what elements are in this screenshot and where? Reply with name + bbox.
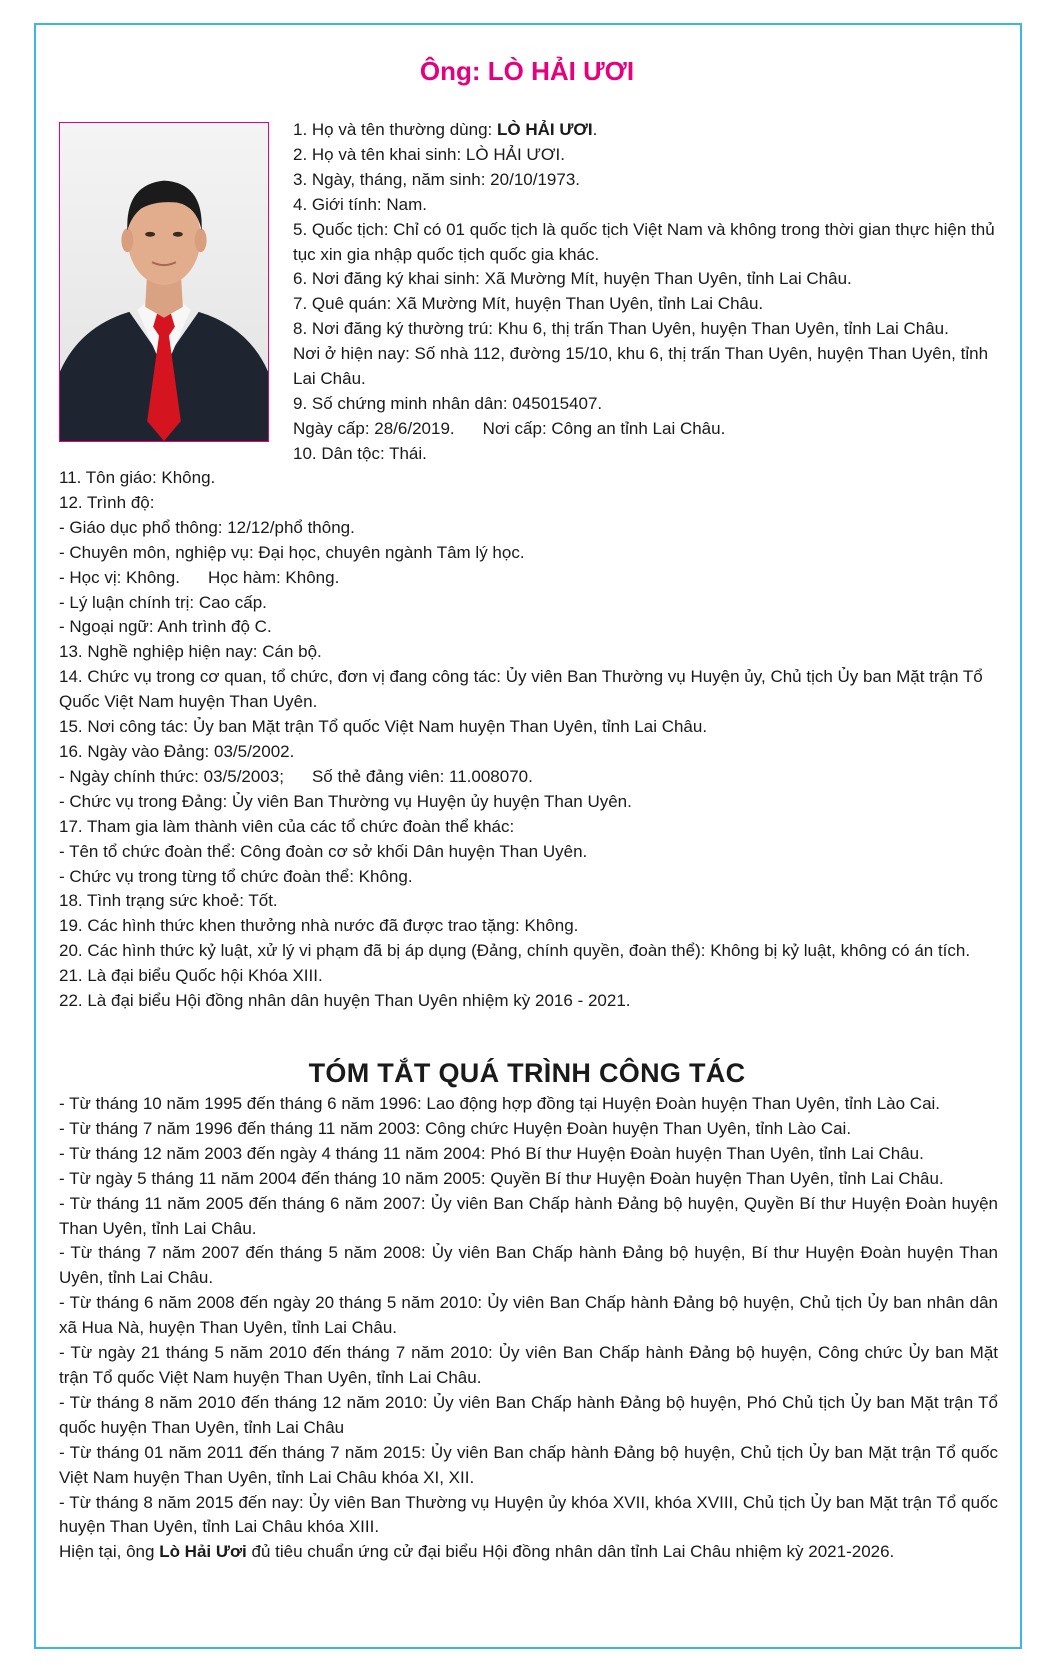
career-item: - Từ tháng 12 năm 2003 đến ngày 4 tháng 11 năm 2004: Phó Bí thư Huyện Đoàn huyện Than Uyên, tỉnh Lai Châu. — [59, 1143, 924, 1163]
info-line: 2. Họ và tên khai sinh: LÒ HẢI ƯƠI. — [293, 144, 565, 164]
info-line: - Ngày chính thức: 03/5/2003; Số thẻ đảng viên: 11.008070. — [59, 766, 533, 786]
portrait-photo — [59, 122, 269, 442]
info-line: - Lý luận chính trị: Cao cấp. — [59, 592, 267, 612]
info-line: 11. Tôn giáo: Không. — [59, 468, 216, 487]
info-line: 6. Nơi đăng ký khai sinh: Xã Mường Mít, huyện Than Uyên, tỉnh Lai Châu. — [293, 269, 852, 289]
info-line: 18. Tình trạng sức khoẻ: Tốt. — [59, 891, 278, 911]
info-line: 5. Quốc tịch: Chỉ có 01 quốc tịch là quốc tịch Việt Nam và không trong thời gian thực hiện thủ tục xin gia nhập quốc tịch quốc gia khác. — [293, 219, 995, 264]
info-line: - Tên tổ chức đoàn thể: Công đoàn cơ sở khối Dân huyện Than Uyên. — [59, 841, 588, 861]
career-item: - Từ tháng 7 năm 2007 đến tháng 5 năm 2008: Ủy viên Ban Chấp hành Đảng bộ huyện, Bí thư Huyện Đoàn huyện Than Uyên, tỉnh Lai Châu. — [59, 1243, 998, 1288]
career-item: - Từ ngày 21 tháng 5 năm 2010 đến tháng 7 năm 2010: Ủy viên Ban Chấp hành Đảng bộ huyện, Công chức Ủy ban Mặt trận Tổ quốc Việt Nam huyện Than Uyên, tỉnh Lai Châu. — [59, 1343, 998, 1387]
career-item: - Từ tháng 11 năm 2005 đến tháng 6 năm 2007: Ủy viên Ban Chấp hành Đảng bộ huyện, Quyền Bí thư Huyện Đoàn huyện Than Uyên, tỉnh Lai Châu. — [59, 1193, 998, 1238]
info-line: 19. Các hình thức khen thưởng nhà nước đã được trao tặng: Không. — [59, 916, 579, 936]
info-line: 14. Chức vụ trong cơ quan, tổ chức, đơn vị đang công tác: Ủy viên Ban Thường vụ Huyện ủy, Chủ tịch Ủy ban Mặt trận Tổ Quốc Việt Nam huyện Than Uyên. — [59, 667, 983, 712]
info-line: - Ngoại ngữ: Anh trình độ C. — [59, 617, 272, 637]
career-item: Hiện tại, ông Lò Hải Ươi đủ tiêu chuẩn ứng cử đại biểu Hội đồng nhân dân tỉnh Lai Châu nhiệm kỳ 2021-2026. — [59, 1542, 895, 1562]
info-line: - Chức vụ trong từng tổ chức đoàn thể: Không. — [59, 866, 413, 886]
candidate-title: Ông: LÒ HẢI ƯƠI — [419, 56, 635, 86]
info-line: - Chức vụ trong Đảng: Ủy viên Ban Thường vụ Huyện ủy huyện Than Uyên. — [59, 791, 632, 811]
info-line: 13. Nghề nghiệp hiện nay: Cán bộ. — [59, 642, 322, 662]
career-item: - Từ tháng 7 năm 1996 đến tháng 11 năm 2003: Công chức Huyện Đoàn huyện Than Uyên, tỉnh Lào Cai. — [59, 1118, 852, 1138]
info-line: 3. Ngày, tháng, năm sinh: 20/10/1973. — [293, 169, 580, 189]
info-line: 8. Nơi đăng ký thường trú: Khu 6, thị trấn Than Uyên, huyện Than Uyên, tỉnh Lai Châu. — [293, 319, 949, 339]
career-item: - Từ tháng 6 năm 2008 đến ngày 20 tháng 5 năm 2010: Ủy viên Ban Chấp hành Đảng bộ huyện, Chủ tịch Ủy ban nhân dân xã Hua Nà, huyện Than Uyên, tỉnh Lai Châu. — [59, 1293, 998, 1338]
info-line: 21. Là đại biểu Quốc hội Khóa XIII. — [59, 966, 323, 986]
info-line: - Học vị: Không. Học hàm: Không. — [59, 567, 340, 587]
career-summary — [59, 1092, 998, 1565]
career-item: - Từ tháng 8 năm 2015 đến nay: Ủy viên Ban Thường vụ Huyện ủy khóa XVII, khóa XVIII, Chủ tịch Ủy ban Mặt trận Tổ quốc huyện Than Uyên, tỉnh Lai Châu khóa XIII. — [59, 1492, 998, 1537]
info-line: Ngày cấp: 28/6/2019. Nơi cấp: Công an tỉnh Lai Châu. — [293, 418, 726, 438]
info-line: - Giáo dục phổ thông: 12/12/phổ thông. — [59, 517, 355, 537]
career-item: - Từ tháng 01 năm 2011 đến tháng 7 năm 2015: Ủy viên Ban chấp hành Đảng bộ huyện, Chủ tịch Ủy ban Mặt trận Tổ quốc Việt Nam huyện Than Uyên, tỉnh Lai Châu khóa XI, XII. — [59, 1442, 998, 1487]
info-line: 22. Là đại biểu Hội đồng nhân dân huyện Than Uyên nhiệm kỳ 2016 - 2021. — [59, 991, 631, 1011]
info-line: 1. Họ và tên thường dùng: LÒ HẢI ƯƠI. — [293, 120, 598, 139]
info-line: 4. Giới tính: Nam. — [293, 194, 427, 214]
info-line: 15. Nơi công tác: Ủy ban Mặt trận Tổ quốc Việt Nam huyện Than Uyên, tỉnh Lai Châu. — [59, 717, 708, 737]
info-line: 20. Các hình thức kỷ luật, xử lý vi phạm đã bị áp dụng (Đảng, chính quyền, đoàn thể): Không bị kỷ luật, không có án tích. — [59, 941, 971, 961]
personal-info-details — [59, 466, 998, 1014]
info-line: 7. Quê quán: Xã Mường Mít, huyện Than Uyên, tỉnh Lai Châu. — [293, 294, 764, 314]
career-section-title: TÓM TẮT QUÁ TRÌNH CÔNG TÁC — [308, 1058, 746, 1088]
info-line: 12. Trình độ: — [59, 492, 155, 512]
career-item: - Từ ngày 5 tháng 11 năm 2004 đến tháng 10 năm 2005: Quyền Bí thư Huyện Đoàn huyện Than Uyên, tỉnh Lai Châu. — [59, 1168, 944, 1188]
career-item: - Từ tháng 10 năm 1995 đến tháng 6 năm 1996: Lao động hợp đồng tại Huyện Đoàn huyện Than Uyên, tỉnh Lào Cai. — [59, 1094, 941, 1113]
personal-info-top — [293, 118, 998, 467]
info-line: 10. Dân tộc: Thái. — [293, 443, 427, 463]
info-line: Nơi ở hiện nay: Số nhà 112, đường 15/10, khu 6, thị trấn Than Uyên, huyện Than Uyên, tỉnh Lai Châu. — [293, 344, 989, 389]
career-item: - Từ tháng 8 năm 2010 đến tháng 12 năm 2010: Ủy viên Ban Chấp hành Đảng bộ huyện, Phó Chủ tịch Ủy ban Mặt trận Tổ quốc huyện Than Uyên, tỉnh Lai Châu — [59, 1392, 998, 1437]
info-line: 16. Ngày vào Đảng: 03/5/2002. — [59, 741, 295, 761]
info-line: 9. Số chứng minh nhân dân: 045015407. — [293, 393, 603, 413]
info-line: - Chuyên môn, nghiệp vụ: Đại học, chuyên ngành Tâm lý học. — [59, 542, 525, 562]
info-line: 17. Tham gia làm thành viên của các tổ chức đoàn thể khác: — [59, 816, 515, 836]
